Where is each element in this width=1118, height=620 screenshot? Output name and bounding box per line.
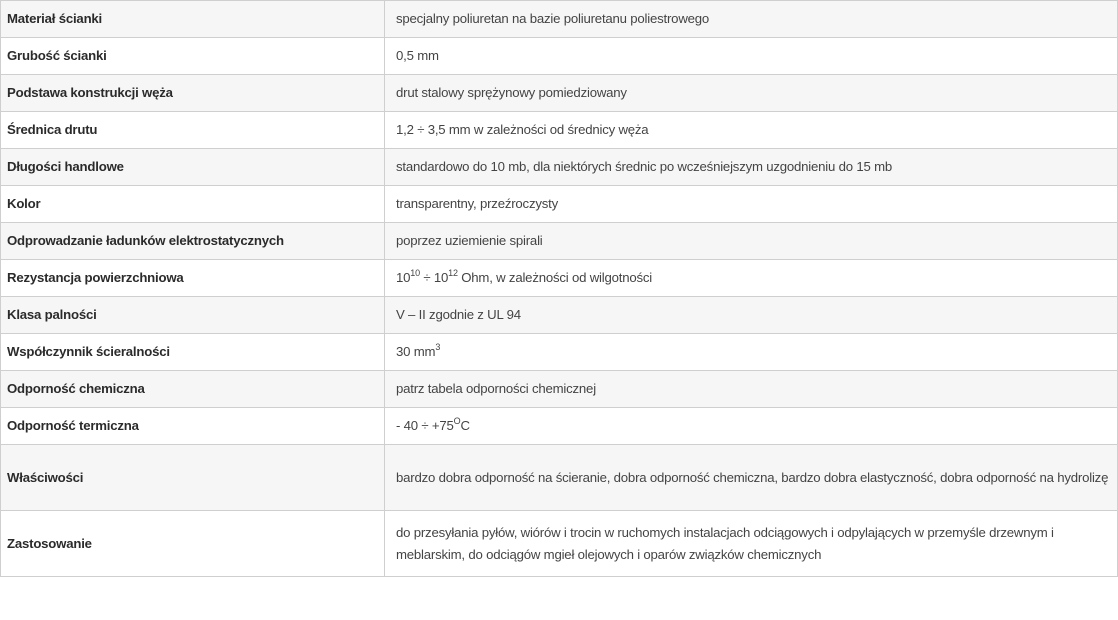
row-value: do przesyłania pyłów, wiórów i trocin w ruchomych instalacjach odciągowych i odpylających w przemyśle drzewnym i meblarskim, do odciągów mgieł olejowych i oparów związków chemicznych	[385, 511, 1118, 577]
row-label: Współczynnik ścieralności	[1, 334, 385, 371]
row-value: transparentny, przeźroczysty	[385, 186, 1118, 223]
row-label: Zastosowanie	[1, 511, 385, 577]
table-row	[1, 334, 1118, 371]
value-base: 10	[396, 270, 411, 285]
value-exponent: 12	[448, 267, 458, 278]
row-value: standardowo do 10 mb, dla niektórych średnic po wcześniejszym uzgodnieniu do 15 mb	[385, 149, 1118, 186]
table-row	[1, 511, 1118, 577]
table-row	[1, 260, 1118, 297]
row-label: Długości handlowe	[1, 149, 385, 186]
row-label: Odporność chemiczna	[1, 371, 385, 408]
value-exponent: 3	[435, 341, 441, 352]
row-label: Grubość ścianki	[1, 38, 385, 75]
row-value: V – II zgodnie z UL 94	[385, 297, 1118, 334]
row-label: Odprowadzanie ładunków elektrostatycznych	[1, 223, 385, 260]
row-label: Klasa palności	[1, 297, 385, 334]
table-row	[1, 371, 1118, 408]
row-label: Średnica drutu	[1, 112, 385, 149]
row-label: Podstawa konstrukcji węża	[1, 75, 385, 112]
row-value	[385, 408, 1118, 445]
value-base: 30 mm	[396, 344, 436, 359]
value-tail: Ohm, w zależności od wilgotności	[457, 270, 652, 285]
row-value: bardzo dobra odporność na ścieranie, dobra odporność chemiczna, bardzo dobra elastyczność, dobra odporność na hydrolizę	[385, 445, 1118, 511]
table-row	[1, 297, 1118, 334]
table-row	[1, 38, 1118, 75]
value-base: - 40 ÷ +75	[396, 418, 454, 433]
value-mid: ÷ 10	[419, 270, 449, 285]
table-row	[1, 149, 1118, 186]
table-row	[1, 223, 1118, 260]
value-exponent: O	[453, 415, 461, 426]
row-label: Właściwości	[1, 445, 385, 511]
row-value	[385, 334, 1118, 371]
table-row	[1, 408, 1118, 445]
row-value: 0,5 mm	[385, 38, 1118, 75]
table-row	[1, 186, 1118, 223]
row-label: Materiał ścianki	[1, 1, 385, 38]
table-row	[1, 112, 1118, 149]
row-value	[385, 260, 1118, 297]
table-row	[1, 445, 1118, 511]
value-exponent: 10	[410, 267, 420, 278]
row-label: Odporność termiczna	[1, 408, 385, 445]
value-tail: C	[460, 418, 470, 433]
row-value: drut stalowy sprężynowy pomiedziowany	[385, 75, 1118, 112]
row-label: Rezystancja powierzchniowa	[1, 260, 385, 297]
table-row	[1, 1, 1118, 38]
table-row	[1, 75, 1118, 112]
row-value: specjalny poliuretan na bazie poliuretanu poliestrowego	[385, 1, 1118, 38]
row-value: patrz tabela odporności chemicznej	[385, 371, 1118, 408]
row-value: poprzez uziemienie spirali	[385, 223, 1118, 260]
row-value: 1,2 ÷ 3,5 mm w zależności od średnicy węża	[385, 112, 1118, 149]
row-label: Kolor	[1, 186, 385, 223]
